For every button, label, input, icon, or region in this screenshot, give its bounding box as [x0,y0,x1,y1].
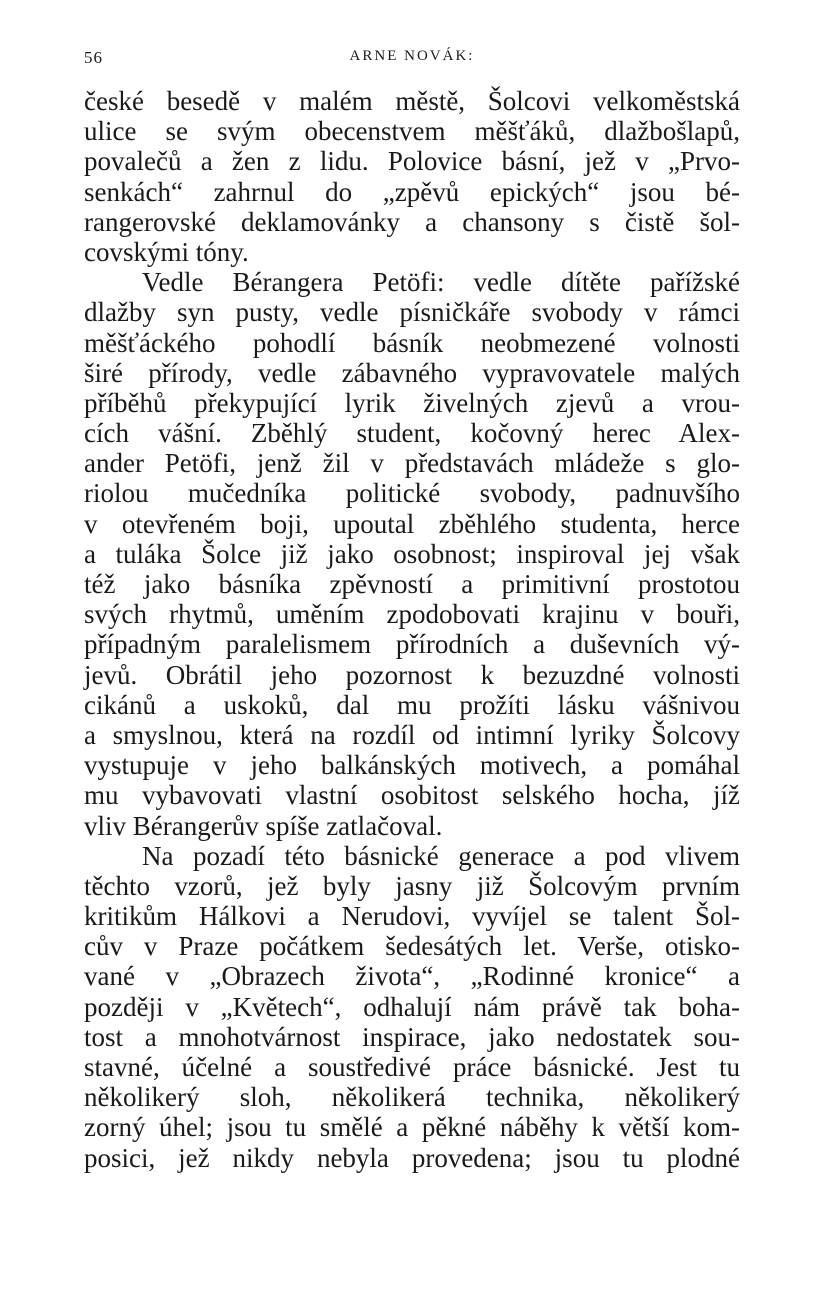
text-line: a smyslnou, která na rozdíl od intimní lyriky Šolcovy [84,719,740,750]
text-line: tost a mnohotvárnost inspirace, jako nedostatek sou- [84,1021,740,1052]
text-line: několikerý sloh, několikerá technika, několikerý [84,1082,740,1113]
text-line: těchto vzorů, jež byly jasny již Šolcovým prvním [84,870,740,901]
text-line: vystupuje v jeho balkánských motivech, a pomáhal [84,750,740,781]
text-line: cikánů a uskoků, dal mu prožíti lásku vášnivou [84,689,740,720]
text-line: dlažby syn pusty, vedle písničkáře svobody v rámci [84,297,740,328]
text-line: riolou mučedníka politické svobody, padnuvšího [84,478,740,509]
text-line: Vedle Bérangera Petöfi: vedle dítěte pařížské [142,267,740,298]
text-line: též jako básníka zpěvností a primitivní prostotou [84,569,740,599]
page-number: 56 [84,48,103,67]
book-page [84,44,740,1173]
text-line: cův v Praze počátkem šedesátých let. Verše, otisko- [84,931,740,962]
text-line: povalečů a žen z lidu. Polovice básní, jež v „Prvo- [84,146,740,177]
text-line: senkách“ zahrnul do „zpěvů epických“ jsou bé- [84,176,740,207]
body-text [84,86,740,1173]
text-line: posici, jež nikdy nebyla provedena; jsou tu plodné [84,1142,740,1173]
text-line: vané v „Obrazech života“, „Rodinné kronice“ a [84,961,740,992]
paragraph-3 [84,841,740,1173]
text-line: české besedě v malém městě, Šolcovi velkoměstská [84,86,740,116]
text-line: zorný úhel; jsou tu smělé a pěkné náběhy k větší kom- [84,1112,740,1143]
running-head [84,44,740,76]
text-line: ulice se svým obecenstvem měšťáků, dlažbošlapů, [84,116,740,147]
text-line: případným paralelismem přírodních a duševních vý- [84,629,740,660]
text-line: rangerovské deklamovánky a chansony s čistě šol- [84,206,740,237]
text-line: stavné, účelné a soustředivé práce básnické. Jest tu [84,1052,740,1082]
running-head-title: ARNE NOVÁK: [349,48,475,64]
text-line: a tuláka Šolce již jako osobnost; inspiroval jej však [84,538,740,569]
paragraph-1 [84,86,740,267]
text-line: měšťáckého pohodlí básník neobmezené volnosti [84,327,740,358]
paragraph-2 [84,267,740,841]
text-line: svých rhytmů, uměním zpodobovati krajinu v bouři, [84,599,740,630]
text-line: covskými tóny. [84,236,249,267]
text-line: širé přírody, vedle zábavného vypravovatele malých [84,357,740,388]
text-line: mu vybavovati vlastní osobitost selského hocha, jíž [84,780,740,811]
text-line: Na pozadí této básnické generace a pod vlivem [142,840,740,871]
text-line: kritikům Hálkovi a Nerudovi, vyvíjel se talent Šol- [84,901,740,932]
text-line: ander Petöfi, jenž žil v představách mládeže s glo- [84,448,740,479]
text-line: vliv Bérangerův spíše zatlačoval. [84,810,443,841]
text-line: příběhů překypující lyrik živelných zjevů a vrou- [84,387,740,418]
text-line: cích vášní. Zběhlý student, kočovný herec Alex- [84,418,740,449]
text-line: v otevřeném boji, upoutal zběhlého studenta, herce [84,508,740,539]
text-line: později v „Květech“, odhalují nám právě tak boha- [84,991,740,1022]
text-line: jevů. Obrátil jeho pozornost k bezuzdné volnosti [84,659,740,690]
